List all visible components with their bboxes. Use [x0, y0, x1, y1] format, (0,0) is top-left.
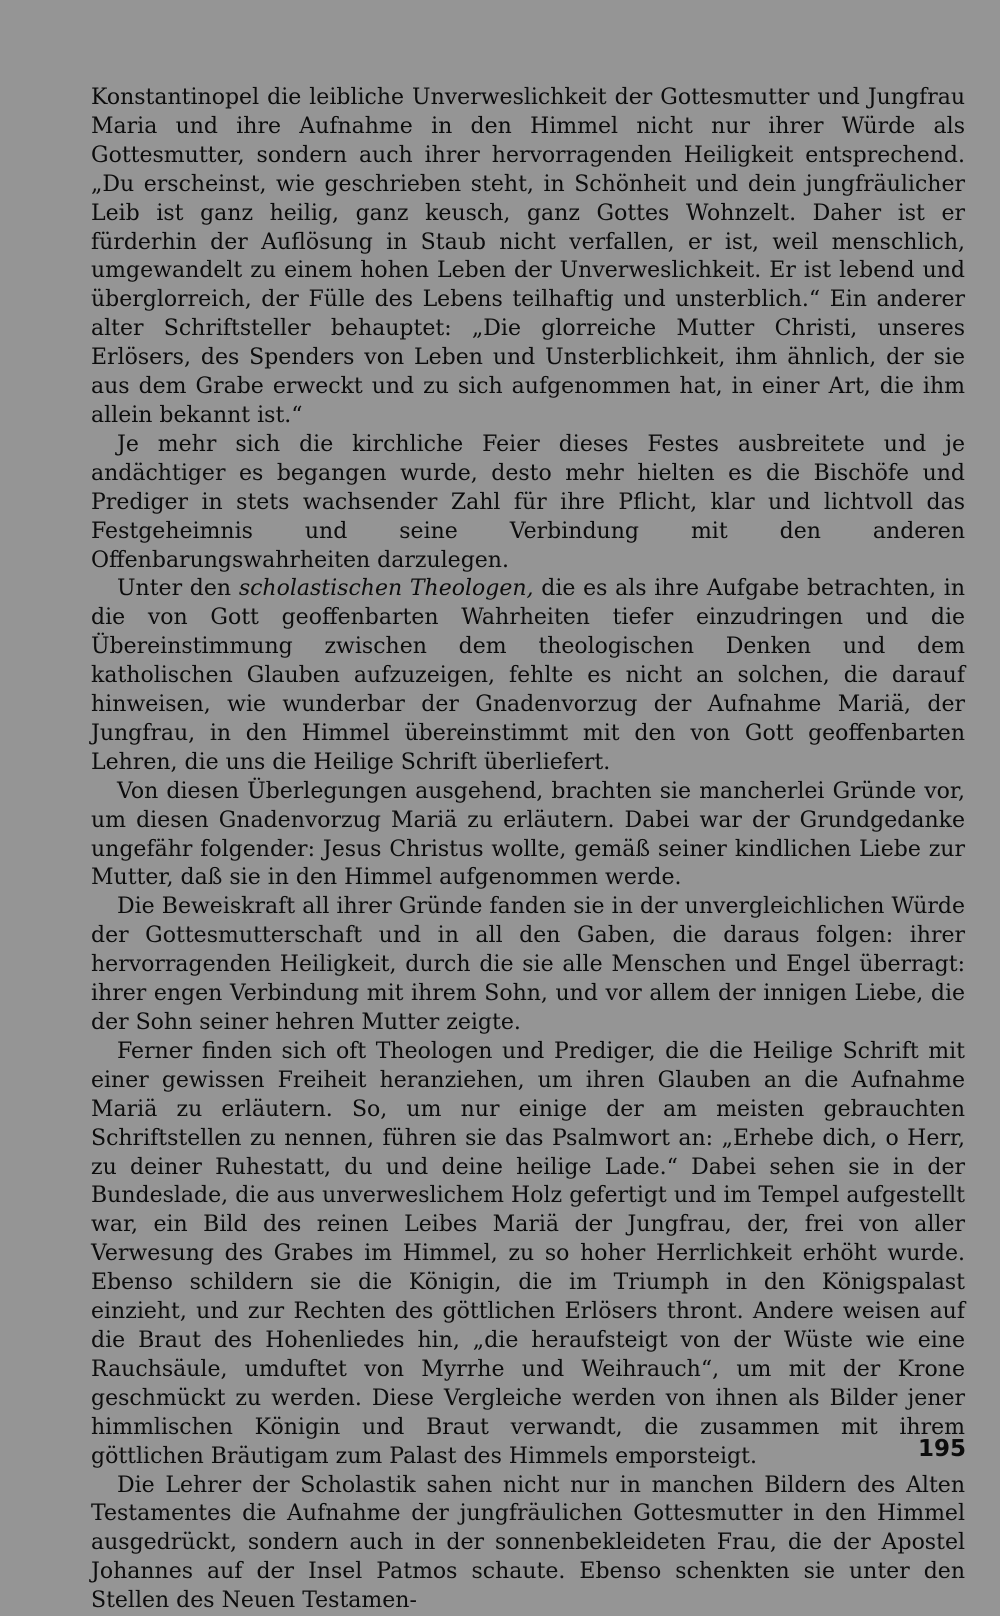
paragraph-text: Von diesen Überlegungen ausgehend, brachten sie mancherlei Gründe vor, um diesen Gnadenvorzug Mariä zu erläutern. Dabei war der Grundgedanke ungefähr folgender: Jesus Christus wollte, gemäß seiner kindlichen Liebe zur Mutter, daß sie in den Himmel aufgenommen werde.: [91, 779, 965, 891]
paragraph: [91, 431, 965, 576]
paragraph: [91, 893, 965, 1038]
paragraph-text: Die Lehrer der Scholastik sahen nicht nur in manchen Bildern des Alten Testamentes die Aufnahme der jungfräulichen Gottesmutter in den Himmel ausgedrückt, sondern auch in der sonnenbekleideten Frau, die der Apostel Johannes auf der Insel Patmos schaute. Ebenso schenkten sie unter den Stellen des Neuen Testamen-: [91, 1473, 965, 1614]
page-number: 195: [918, 1436, 966, 1462]
paragraph: [91, 84, 965, 431]
paragraph: [91, 778, 965, 894]
emphasized-text: scholastischen Theologen,: [239, 576, 534, 601]
paragraph: [91, 1472, 965, 1616]
paragraph: [91, 1038, 965, 1472]
paragraph-text: die es als ihre Aufgabe betrachten, in die von Gott geoffenbarten Wahrheiten tiefer einzudringen und die Übereinstimmung zwischen dem theologischen Denken und dem katholischen Glauben aufzuzeigen, fehlte es nicht an solchen, die darauf hinweisen, wie wunderbar der Gnadenvorzug der Aufnahme Mariä, der Jungfrau, in den Himmel übereinstimmt mit den von Gott geoffenbarten Lehren, die uns die Heilige Schrift überliefert.: [91, 576, 965, 774]
paragraph-text: Ferner finden sich oft Theologen und Prediger, die die Heilige Schrift mit einer gewissen Freiheit heranziehen, um ihren Glauben an die Aufnahme Mariä zu erläutern. So, um nur einige der am meisten gebrauchten Schriftstellen zu nennen, führen sie das Psalmwort an: „Erhebe dich, o Herr, zu deiner Ruhestatt, du und deine heilige Lade.“ Dabei sehen sie in der Bundeslade, die aus unverweslichem Holz gefertigt und im Tempel aufgestellt war, ein Bild des reinen Leibes Mariä der Jungfrau, der, frei von aller Verwesung des Grabes im Himmel, zu so hoher Herrlichkeit erhöht wurde. Ebenso schildern sie die Königin, die im Triumph in den Königspalast einzieht, und zur Rechten des göttlichen Erlösers thront. Andere weisen auf die Braut des Hohenliedes hin, „die heraufsteigt von der Wüste wie eine Rauchsäule, umduftet von Myrrhe und Weihrauch“, um mit der Krone geschmückt zu werden. Diese Vergleiche werden von ihnen als Bilder jener himmlischen Königin und Braut verwandt, die zusammen mit ihrem göttlichen Bräutigam zum Palast des Himmels emporsteigt.: [91, 1039, 965, 1469]
paragraph: [91, 575, 965, 777]
body-text: [91, 84, 965, 1616]
paragraph-text: Je mehr sich die kirchliche Feier dieses Festes ausbreitete und je andächtiger es begangen wurde, desto mehr hielten es die Bischöfe und Prediger in stets wachsender Zahl für ihre Pflicht, klar und lichtvoll das Festgeheimnis und seine Verbindung mit den anderen Offenbarungswahrheiten darzulegen.: [91, 432, 965, 573]
paragraph-text: Konstantinopel die leibliche Unverweslichkeit der Gottesmutter und Jungfrau Maria und ihre Aufnahme in den Himmel nicht nur ihrer Würde als Gottesmutter, sondern auch ihrer hervorragenden Heiligkeit entsprechend. „Du erscheinst, wie geschrieben steht, in Schönheit und dein jungfräulicher Leib ist ganz heilig, ganz keusch, ganz Gottes Wohnzelt. Daher ist er fürderhin der Auflösung in Staub nicht verfallen, er ist, weil menschlich, umgewandelt zu einem hohen Leben der Unverweslichkeit. Er ist lebend und überglorreich, der Fülle des Lebens teilhaftig und unsterblich.“ Ein anderer alter Schriftsteller behauptet: „Die glorreiche Mutter Christi, unseres Erlösers, des Spenders von Leben und Unsterblichkeit, ihm ähnlich, der sie aus dem Grabe erweckt und zu sich aufgenommen hat, in einer Art, die ihm allein bekannt ist.“: [91, 85, 965, 428]
paragraph-text: Unter den: [117, 576, 239, 601]
paragraph-text: Die Beweiskraft all ihrer Gründe fanden sie in der unvergleichlichen Würde der Gottesmutterschaft und in all den Gaben, die daraus folgen: ihrer hervorragenden Heiligkeit, durch die sie alle Menschen und Engel überragt: ihrer engen Verbindung mit ihrem Sohn, und vor allem der innigen Liebe, die der Sohn seiner hehren Mutter zeigte.: [91, 894, 965, 1035]
